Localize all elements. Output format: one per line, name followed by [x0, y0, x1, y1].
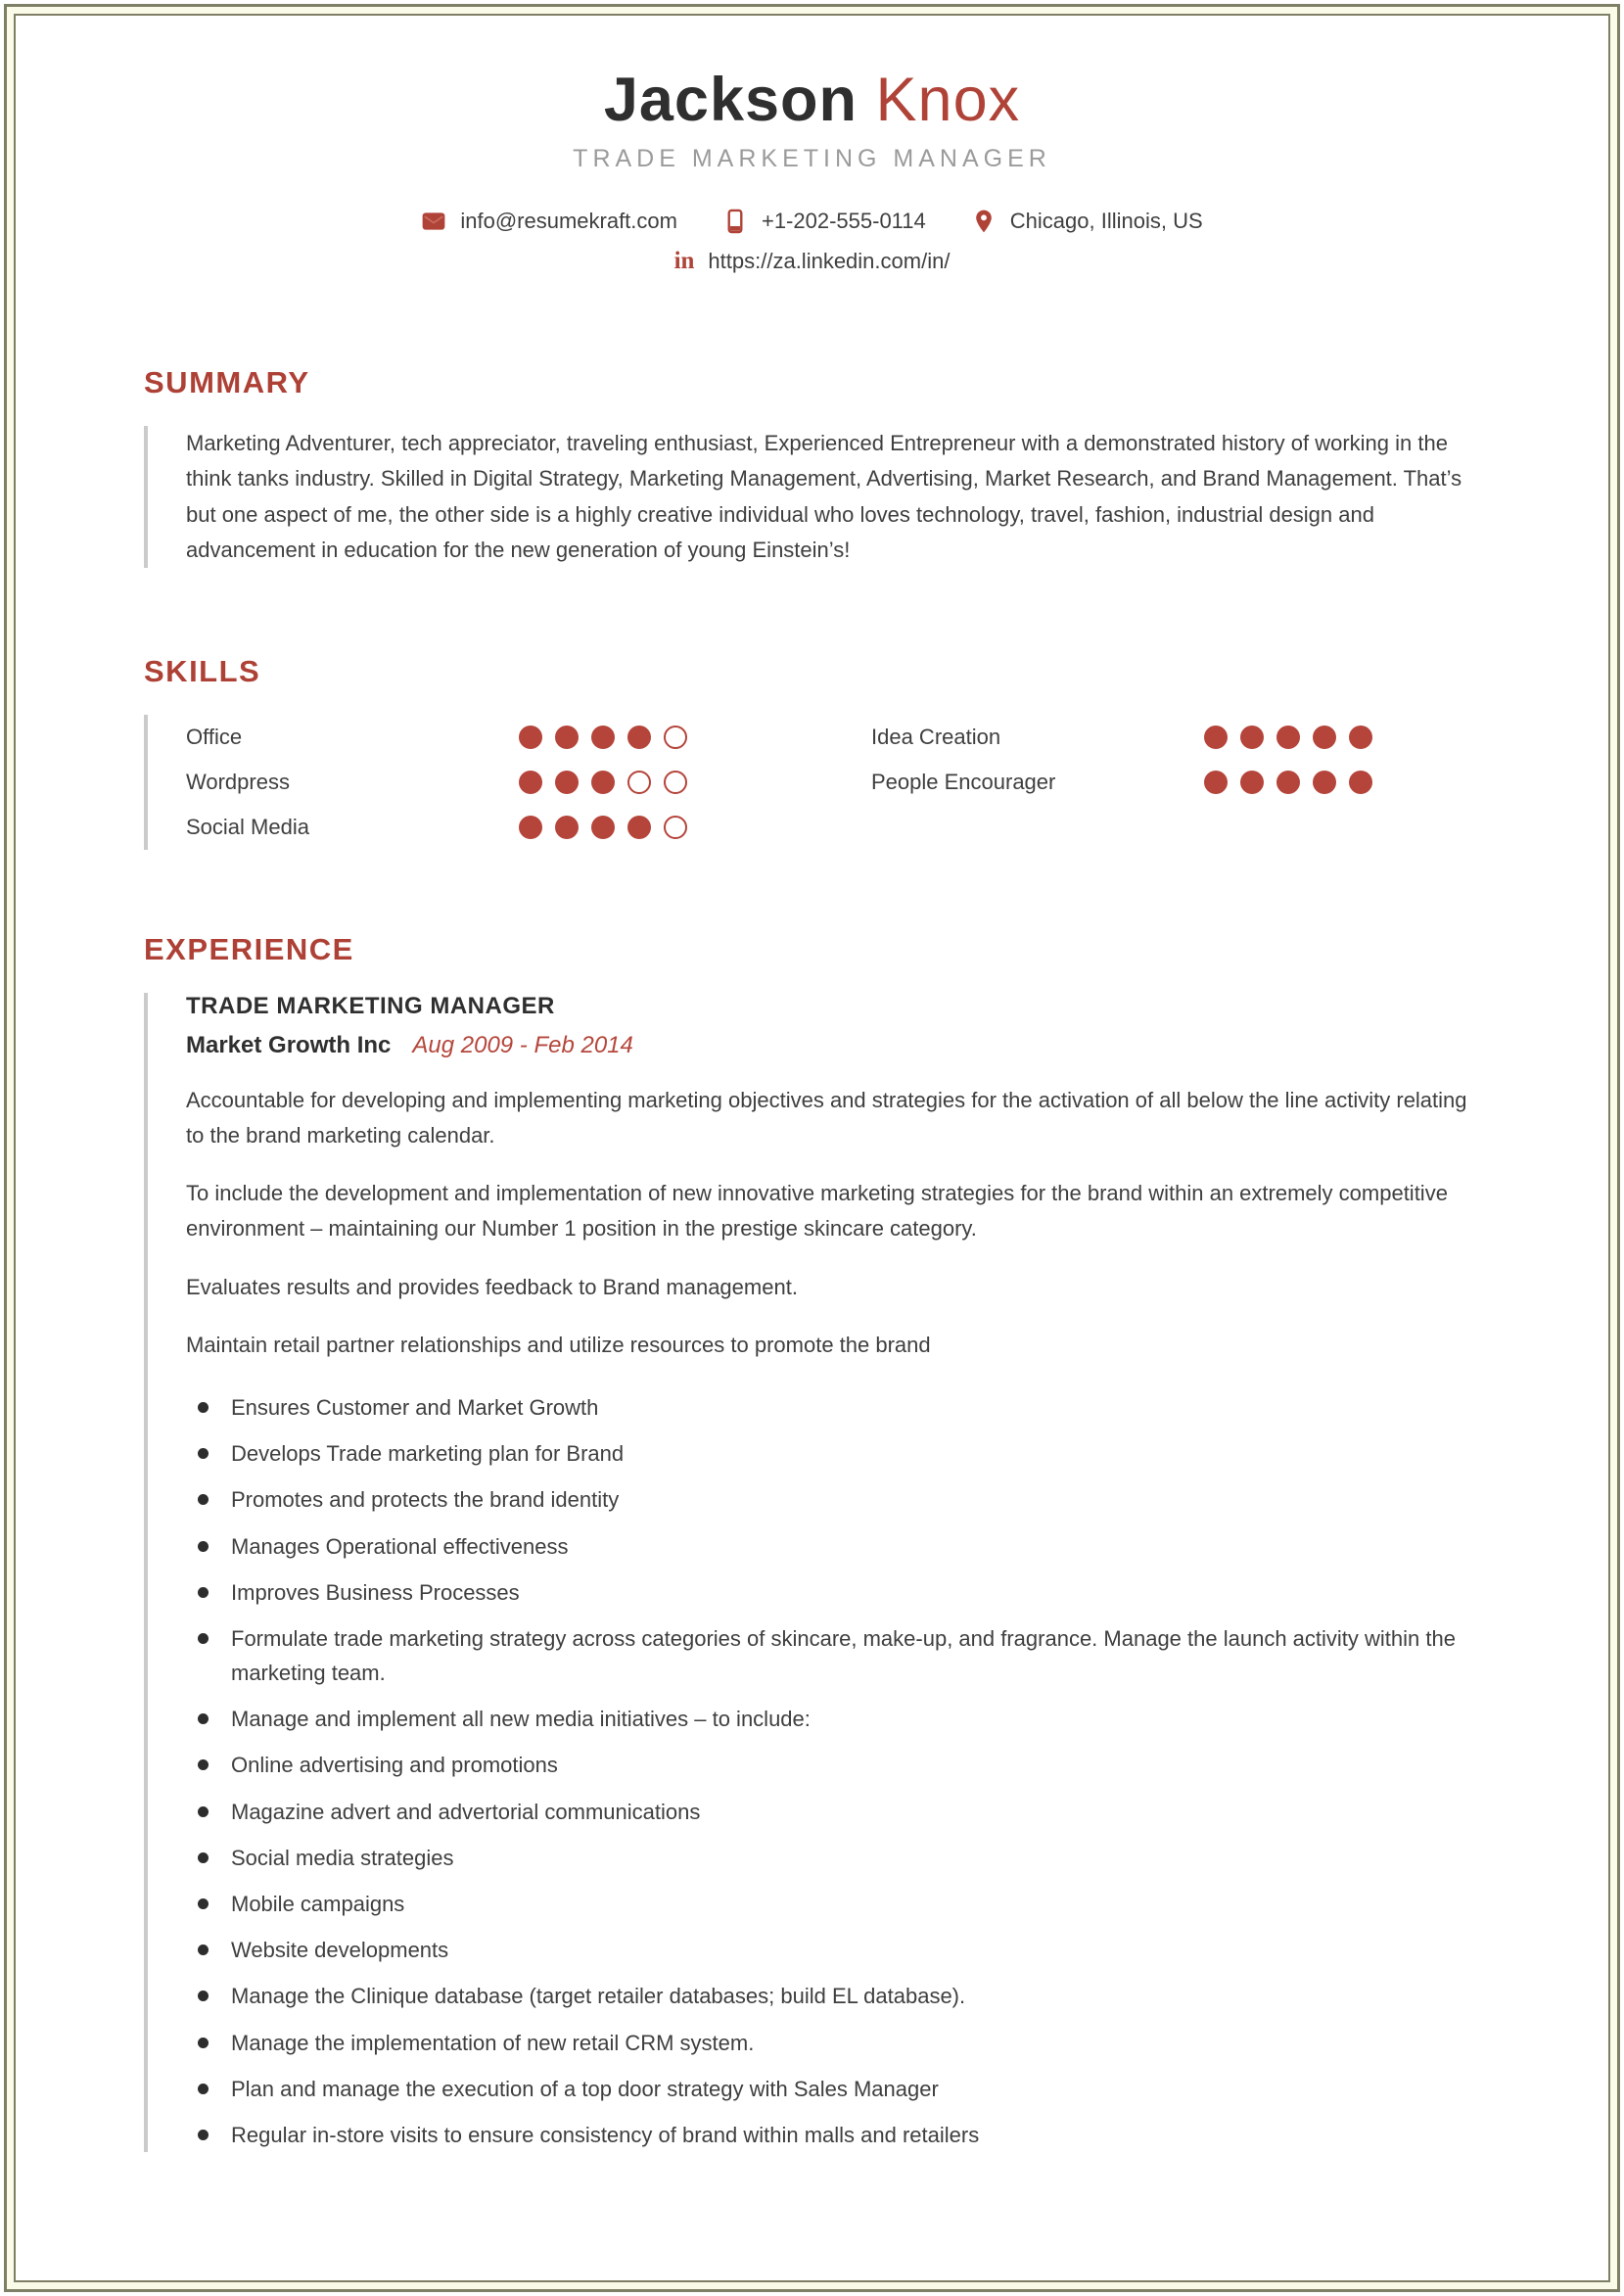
- skill-dot-filled: [1349, 771, 1372, 794]
- skill-dot-filled: [555, 771, 579, 794]
- skills-body: [144, 715, 1480, 850]
- skill-row: [871, 760, 1480, 805]
- skill-dot-filled: [1313, 726, 1336, 749]
- skill-dot-filled: [1313, 771, 1336, 794]
- job-paragraph: Evaluates results and provides feedback to Brand management.: [186, 1274, 798, 1299]
- job-title: TRADE MARKETING MANAGER: [186, 993, 555, 1020]
- job-bullets: [186, 1390, 1480, 2152]
- job-bullet: Plan and manage the execution of a top door strategy with Sales Manager: [186, 2072, 1480, 2106]
- skill-label: Office: [186, 725, 243, 750]
- skill-level-dots: [519, 771, 687, 794]
- skill-row: [186, 715, 871, 760]
- contact-email-text: info@resumekraft.com: [460, 209, 677, 233]
- skill-dot-filled: [1204, 726, 1228, 749]
- job-company: Market Growth Inc: [186, 1032, 392, 1059]
- skill-dot-filled: [627, 816, 651, 839]
- skill-row: [186, 760, 871, 805]
- job-paragraph: Accountable for developing and implementing marketing objectives and strategies for the activation of all below the line activity relating to the brand marketing calendar.: [186, 1088, 1467, 1148]
- skill-level-dots: [519, 816, 687, 839]
- skill-label: People Encourager: [871, 770, 1056, 795]
- skills-column-right: [871, 715, 1480, 850]
- job-bullet: Ensures Customer and Market Growth: [186, 1390, 1480, 1425]
- contact-phone: [722, 209, 926, 234]
- skills-heading: SKILLS: [144, 654, 261, 689]
- job-company-line: [186, 1032, 1480, 1059]
- skill-dot-empty: [627, 771, 651, 794]
- phone-icon: [722, 209, 748, 234]
- job-bullet: Social media strategies: [186, 1841, 1480, 1875]
- skill-label: Wordpress: [186, 770, 290, 795]
- skill-dot-filled: [591, 771, 615, 794]
- section-skills: [144, 654, 1480, 850]
- job-bullet: Manage the implementation of new retail CRM system.: [186, 2026, 1480, 2060]
- contact-row-linkedin: [144, 248, 1480, 275]
- job-bullet: Formulate trade marketing strategy across categories of skincare, make-up, and fragrance. Manage the launch activity within the marketing team.: [186, 1621, 1480, 1690]
- skill-row: [871, 715, 1480, 760]
- resume-header: [144, 65, 1480, 275]
- job-bullet: Improves Business Processes: [186, 1575, 1480, 1610]
- summary-heading: SUMMARY: [144, 365, 310, 399]
- job-paragraphs: [186, 1083, 1480, 1363]
- skill-label: Idea Creation: [871, 725, 1001, 750]
- skill-dot-filled: [591, 726, 615, 749]
- job-bullet: Manages Operational effectiveness: [186, 1529, 1480, 1564]
- skill-dot-empty: [664, 816, 687, 839]
- summary-body: [144, 426, 1480, 568]
- skill-row: [186, 805, 871, 850]
- skill-dot-empty: [664, 726, 687, 749]
- job-paragraph: To include the development and implementation of new innovative marketing strategies for the brand within an extremely competitive environment – maintaining our Number 1 position in the prestige skincare category.: [186, 1181, 1448, 1242]
- candidate-last-name: Knox: [875, 66, 1021, 134]
- contact-phone-text: +1-202-555-0114: [761, 209, 926, 233]
- candidate-first-name: Jackson: [603, 66, 858, 134]
- skill-dot-filled: [1240, 726, 1264, 749]
- contact-linkedin: [674, 248, 951, 275]
- skill-dot-filled: [1276, 726, 1300, 749]
- contact-location-text: Chicago, Illinois, US: [1009, 209, 1203, 233]
- job-bullet: Online advertising and promotions: [186, 1748, 1480, 1782]
- skill-level-dots: [519, 726, 687, 749]
- skill-dot-filled: [555, 726, 579, 749]
- skill-label: Social Media: [186, 815, 309, 840]
- candidate-name: [144, 65, 1480, 135]
- job-bullet: Mobile campaigns: [186, 1887, 1480, 1921]
- section-experience: [144, 932, 1480, 2152]
- skills-column-left: [186, 715, 871, 850]
- skill-dot-filled: [519, 726, 542, 749]
- linkedin-icon: in: [673, 248, 695, 274]
- job-bullet: Website developments: [186, 1933, 1480, 1967]
- candidate-job-title: TRADE MARKETING MANAGER: [573, 145, 1051, 172]
- skill-dot-filled: [1240, 771, 1264, 794]
- job-dates: Aug 2009 - Feb 2014: [412, 1032, 633, 1059]
- summary-text: Marketing Adventurer, tech appreciator, traveling enthusiast, Experienced Entrepreneur with a demonstrated history of working in the think tanks industry. Skilled in Digital Strategy, Marketing Management, Advertising, Market Research, and Brand Management. That’s but one aspect of me, the other side is a highly creative individual who loves technology, travel, fashion, industrial design and advancement in education for the new generation of young Einstein’s!: [186, 431, 1462, 562]
- skill-dot-filled: [627, 726, 651, 749]
- skill-level-dots: [1204, 726, 1372, 749]
- resume-page: [4, 4, 1620, 2292]
- location-icon: [971, 209, 997, 234]
- skill-dot-filled: [1276, 771, 1300, 794]
- skill-dot-filled: [1204, 771, 1228, 794]
- skill-dot-filled: [519, 771, 542, 794]
- job-bullet: Regular in-store visits to ensure consistency of brand within malls and retailers: [186, 2118, 1480, 2152]
- skill-dot-filled: [591, 816, 615, 839]
- skill-dot-filled: [555, 816, 579, 839]
- skill-dot-empty: [664, 771, 687, 794]
- contact-email: [421, 209, 677, 234]
- job-bullet: Manage and implement all new media initiatives – to include:: [186, 1702, 1480, 1736]
- job-bullet: Develops Trade marketing plan for Brand: [186, 1436, 1480, 1471]
- skills-grid: [186, 715, 1480, 850]
- contact-location: [971, 209, 1203, 234]
- resume-page-inner: [14, 14, 1610, 2282]
- job-bullet: Magazine advert and advertorial communications: [186, 1795, 1480, 1829]
- section-summary: [144, 365, 1480, 568]
- experience-heading: EXPERIENCE: [144, 932, 354, 967]
- email-icon: [421, 209, 446, 234]
- job-paragraph: Maintain retail partner relationships and utilize resources to promote the brand: [186, 1333, 931, 1358]
- experience-body: [144, 993, 1480, 2152]
- job-bullet: Promotes and protects the brand identity: [186, 1482, 1480, 1517]
- skill-dot-filled: [519, 816, 542, 839]
- contact-linkedin-text: https://za.linkedin.com/in/: [708, 249, 951, 273]
- skill-level-dots: [1204, 771, 1372, 794]
- skill-dot-filled: [1349, 726, 1372, 749]
- contact-row: [144, 209, 1480, 234]
- job-bullet: Manage the Clinique database (target retailer databases; build EL database).: [186, 1979, 1480, 2013]
